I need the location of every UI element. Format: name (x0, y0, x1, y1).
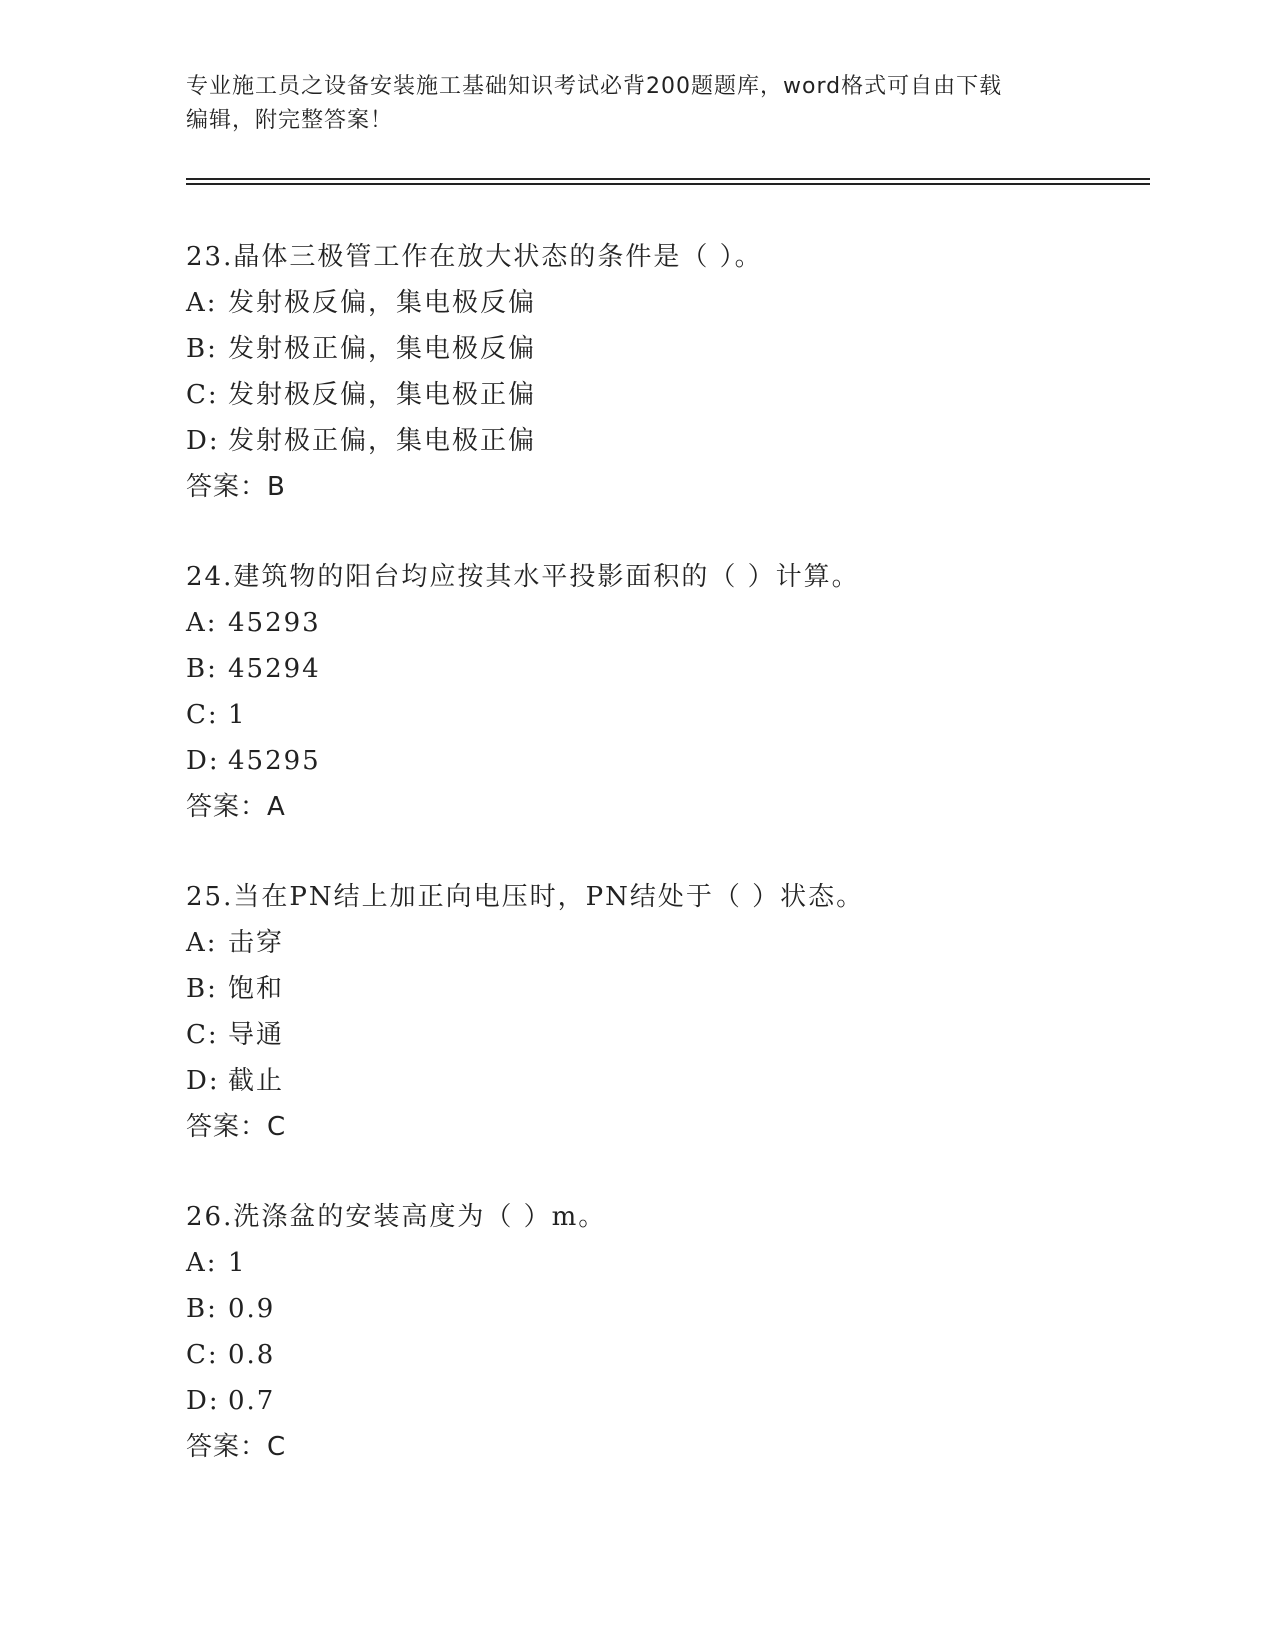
option-letter: D: (186, 1386, 220, 1416)
question-stem: 25.当在PN结上加正向电压时，PN结处于（ ）状态。 (186, 882, 865, 912)
option-letter: C: (186, 1020, 219, 1050)
option-letter: C: (186, 700, 219, 730)
answer-line: 答案：C (186, 1112, 287, 1142)
option-letter: C: (186, 1340, 219, 1370)
option-d (186, 1378, 1146, 1424)
header-divider-top (186, 178, 1150, 180)
question-stem: 23.晶体三极管工作在放大状态的条件是（ ）。 (186, 242, 763, 272)
option-c (186, 692, 1146, 738)
option-text: 发射极反偏，集电极正偏 (228, 380, 537, 410)
option-a (186, 1240, 1146, 1286)
option-letter: C: (186, 380, 219, 410)
option-text: 饱和 (228, 974, 285, 1004)
option-letter: D: (186, 746, 220, 776)
option-b (186, 966, 1146, 1012)
option-letter: B: (186, 334, 218, 364)
option-letter: D: (186, 1066, 220, 1096)
question-25 (186, 874, 1146, 1194)
question-stem: 24.建筑物的阳台均应按其水平投影面积的（ ）计算。 (186, 562, 860, 592)
question-23 (186, 234, 1146, 554)
option-text: 1 (228, 1248, 247, 1278)
option-letter: B: (186, 974, 218, 1004)
question-stem: 26.洗涤盆的安装高度为（ ）m。 (186, 1202, 607, 1232)
option-text: 45295 (228, 746, 321, 776)
header-divider-bottom (186, 183, 1150, 185)
option-text: 发射极正偏，集电极反偏 (228, 334, 537, 364)
option-c (186, 1332, 1146, 1378)
answer-line: 答案：A (186, 792, 286, 822)
option-d (186, 418, 1146, 464)
question-26 (186, 1194, 1146, 1514)
option-text: 0.9 (228, 1294, 276, 1324)
document-header (186, 70, 1086, 138)
option-letter: A: (186, 928, 218, 958)
option-text: 击穿 (228, 928, 285, 958)
question-24 (186, 554, 1146, 874)
option-text: 导通 (228, 1020, 285, 1050)
option-d (186, 738, 1146, 784)
option-text: 截止 (228, 1066, 285, 1096)
option-text: 发射极反偏，集电极反偏 (228, 288, 537, 318)
option-text: 45294 (228, 654, 321, 684)
option-a (186, 280, 1146, 326)
option-letter: B: (186, 1294, 218, 1324)
header-title-line-2: 编辑，附完整答案！ (186, 108, 394, 133)
option-letter: A: (186, 1248, 218, 1278)
option-c (186, 1012, 1146, 1058)
option-d (186, 1058, 1146, 1104)
answer-line: 答案：B (186, 472, 286, 502)
option-a (186, 600, 1146, 646)
option-b (186, 326, 1146, 372)
option-text: 0.8 (228, 1340, 276, 1370)
option-letter: A: (186, 608, 218, 638)
option-text: 发射极正偏，集电极正偏 (228, 426, 537, 456)
option-text: 1 (228, 700, 247, 730)
option-a (186, 920, 1146, 966)
option-letter: A: (186, 288, 218, 318)
answer-line: 答案：C (186, 1432, 287, 1462)
option-letter: D: (186, 426, 220, 456)
option-b (186, 646, 1146, 692)
option-text: 0.7 (228, 1386, 276, 1416)
option-b (186, 1286, 1146, 1332)
question-list (186, 234, 1146, 1514)
option-text: 45293 (228, 608, 321, 638)
header-title-line-1: 专业施工员之设备安装施工基础知识考试必背200题题库，word格式可自由下载 (186, 74, 1003, 99)
option-c (186, 372, 1146, 418)
option-letter: B: (186, 654, 218, 684)
